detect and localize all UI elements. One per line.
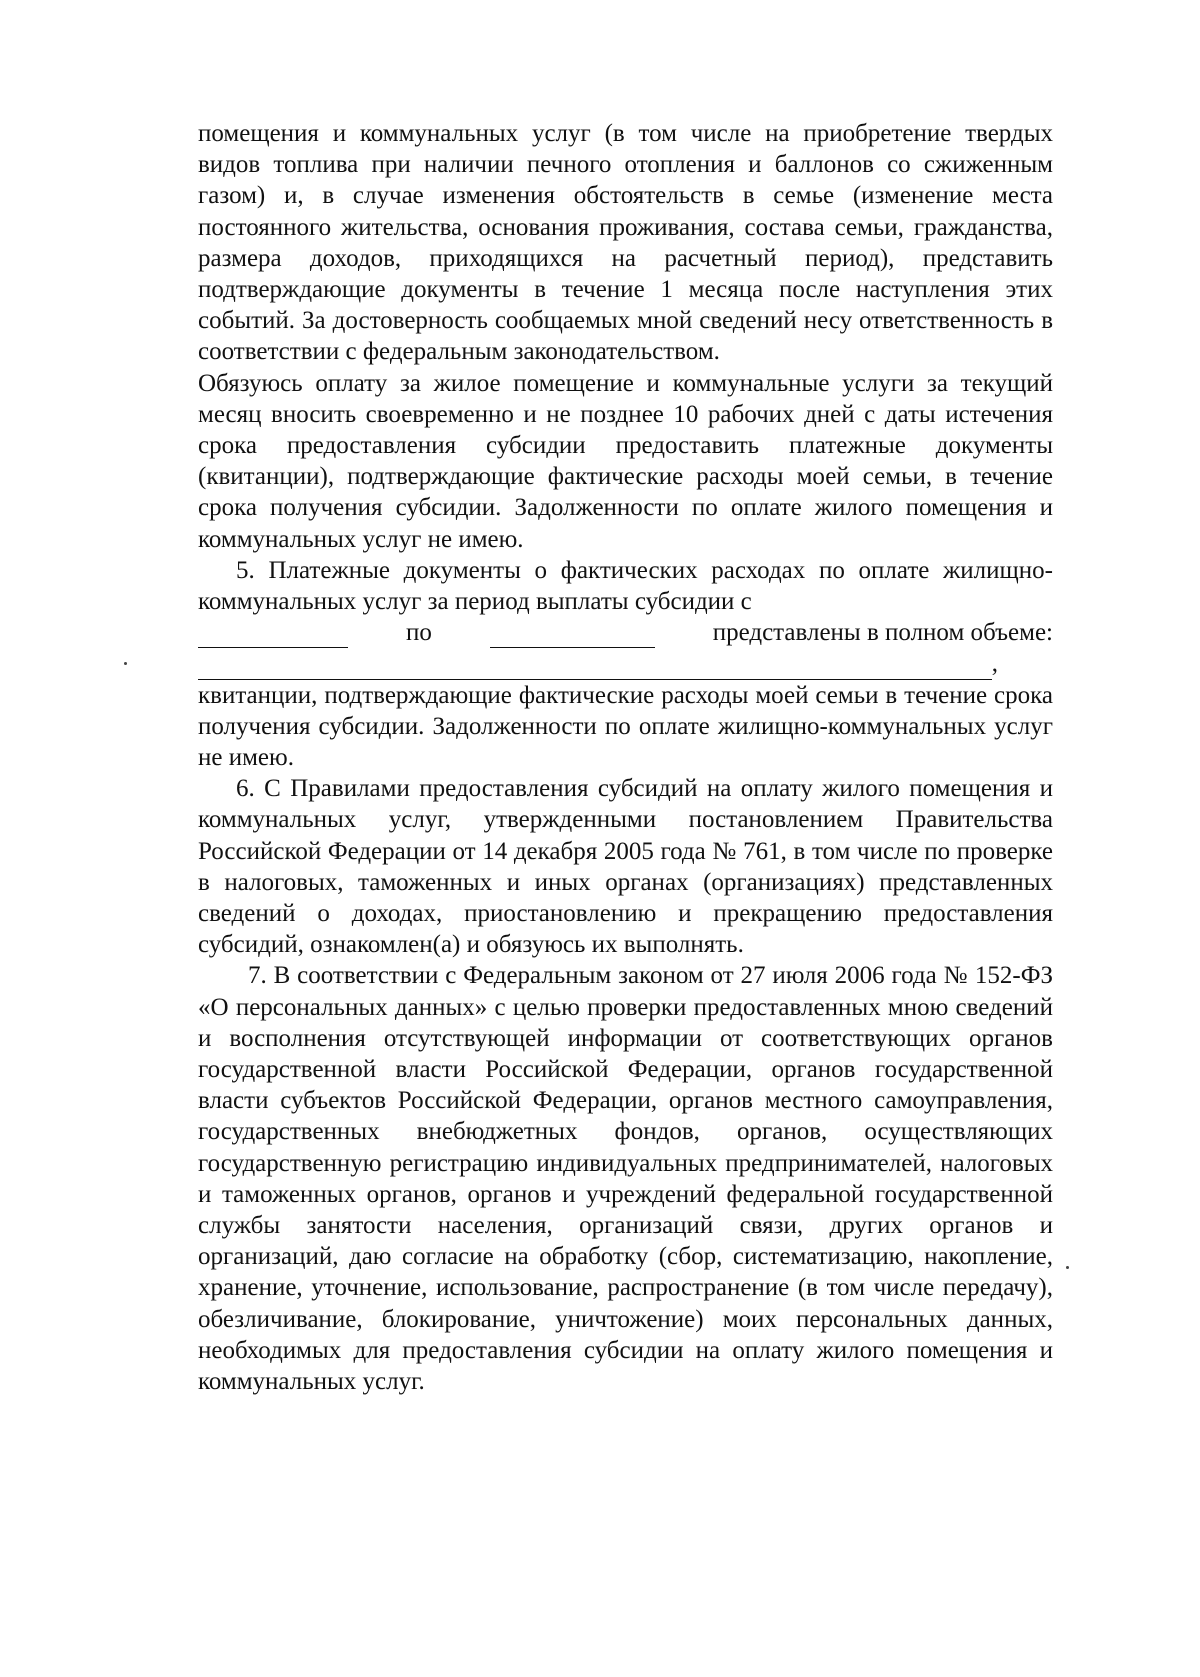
item-6: 6. С Правилами предоставления субсидий на оплату жилого помещения и коммунальных услуг, утвержденными постановлением Правительства Российской Федерации от 14 декабря 2005 года № 761, в том числе по проверке в налоговых, таможенных и иных органах (организациях) представленных сведений о доходах, приостановлению и прекращению предоставления субсидий, ознакомлен(а) и обязуюсь их выполнять. — [198, 775, 1053, 959]
item-7: 7. В соответствии с Федеральным законом от 27 июля 2006 года № 152-ФЗ «О персональных данных» с целью проверки предоставленных мною сведений и восполнения отсутствующей информации от соответствующих органов государственной власти Российской Федерации, органов государственной власти субъектов Российской Федерации, органов местного самоуправления, государственных внебюджетных фондов, органов, осуществляющих государственную регистрацию индивидуальных предпринимателей, налоговых и таможенных органов, органов и учреждений федеральной государственной службы занятости населения, организаций связи, других органов и организаций, даю согласие на обработку (сбор, систематизацию, накопление, хранение, уточнение, использование, распространение (в том числе передачу), обезличивание, блокирование, уничтожение) моих персональных данных, необходимых для предоставления субсидии на оплату жилого помещения и коммунальных услуг. — [198, 962, 1053, 1396]
item-5-tail: представлены в полном объеме: — [712, 619, 1053, 647]
document-body — [198, 118, 1053, 1397]
scan-speck — [124, 662, 127, 665]
paragraph-continuation: помещения и коммунальных услуг (в том числе на приобретение твердых видов топлива при наличии печного отопления и баллонов со сжиженным газом) и, в случае изменения обстоятельств в семье (изменение места постоянного жительства, основания проживания, состава семьи, гражданства, размера доходов, приходящихся на расчетный период), представить подтверждающие документы в течение 1 месяца после наступления этих событий. За достоверность сообщаемых мной сведений несу ответственность в соответствии с федеральным законодательством. — [198, 120, 1053, 366]
paragraph-obligation: Обязуюсь оплату за жилое помещение и коммунальные услуги за текущий месяц вносить своевременно и не позднее 10 рабочих дней с даты истечения срока предоставления субсидии предоставить платежные документы (квитанции), подтверждающие фактические расходы моей семьи, в течение срока получения субсидии. Задолженности по оплате жилого помещения и коммунальных услуг не имею. — [198, 369, 1053, 553]
item-5-period-line — [198, 617, 1053, 648]
documents-list-blank[interactable] — [198, 657, 992, 680]
scan-speck — [1066, 1266, 1069, 1269]
item-5 — [198, 555, 1053, 773]
item-5-rest: квитанции, подтверждающие фактические расходы моей семьи в течение срока получения субсидии. Задолженности по оплате жилищно-коммунальных услуг не имею. — [198, 681, 1053, 772]
item-5-po: по — [405, 619, 432, 647]
item-5-comma: , — [991, 650, 998, 678]
period-to-blank[interactable] — [490, 625, 655, 648]
period-from-blank[interactable] — [198, 625, 348, 648]
item-5-documents-line — [198, 648, 1053, 679]
item-5-intro: 5. Платежные документы о фактических расходах по оплате жилищно-коммунальных услуг за период выплаты субсидии с — [198, 556, 1053, 616]
